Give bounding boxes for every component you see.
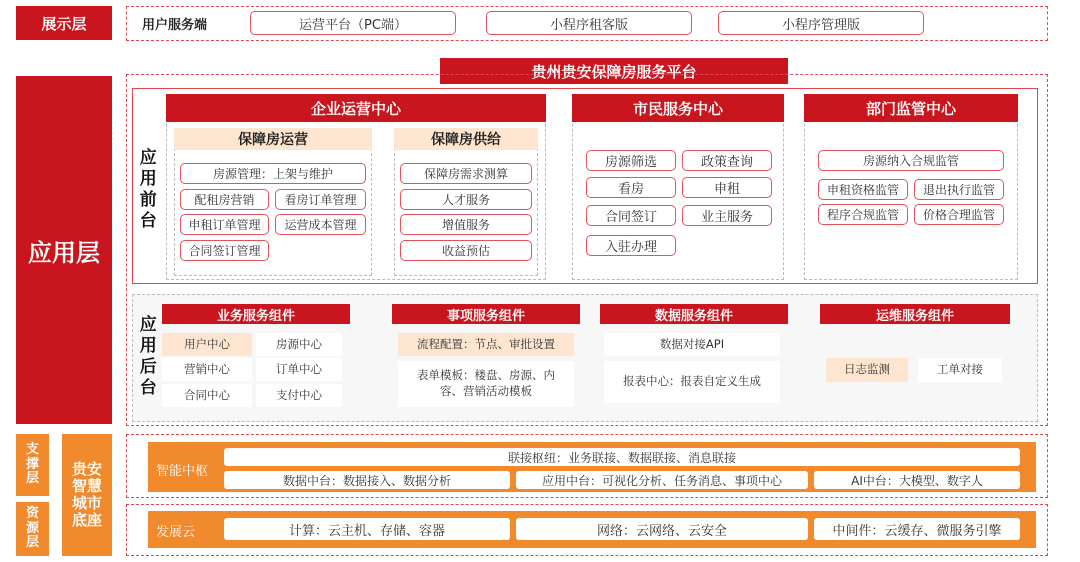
- ops-item-contract[interactable]: 合同签订管理: [180, 240, 269, 261]
- matters-title: 事项服务组件: [392, 304, 580, 324]
- citizen-item-contract[interactable]: 合同签订: [586, 205, 676, 226]
- dept-item-exit[interactable]: 退出执行监管: [914, 179, 1004, 200]
- citizen-item-owner[interactable]: 业主服务: [682, 205, 772, 226]
- data-item-api[interactable]: 数据对接API: [604, 333, 780, 356]
- dept-item-eligibility[interactable]: 申租资格监管: [818, 179, 908, 200]
- support-item-ai[interactable]: AI中台：大模型、数字人: [814, 471, 1020, 489]
- supply-item-value-added[interactable]: 增值服务: [400, 214, 532, 235]
- presentation-item-pc[interactable]: 运营平台（PC端）: [250, 11, 456, 35]
- supply-item-demand[interactable]: 保障房需求测算: [400, 163, 532, 184]
- dept-title: 部门监管中心: [804, 94, 1018, 122]
- resource-layer-label: 资源层: [16, 502, 49, 556]
- citizen-item-apply[interactable]: 申租: [682, 177, 772, 198]
- dev-cloud-label: 发展云: [156, 525, 196, 540]
- back-label: [134, 312, 156, 402]
- citizen-title: 市民服务中心: [572, 94, 784, 122]
- front-label-text: 应用前台: [135, 148, 156, 232]
- ops-item-viewing-orders[interactable]: 看房订单管理: [275, 189, 366, 210]
- ops-item-cost[interactable]: 运营成本管理: [275, 214, 366, 235]
- supply-item-talent[interactable]: 人才服务: [400, 189, 532, 210]
- data-item-reports[interactable]: 报表中心：报表自定义生成: [604, 361, 780, 403]
- resource-item-compute[interactable]: 计算：云主机、存储、容器: [224, 518, 510, 540]
- support-item-app[interactable]: 应用中台：可视化分析、任务消息、事项中心: [516, 471, 808, 489]
- front-label: [134, 145, 156, 235]
- business-item-contract[interactable]: 合同中心: [162, 384, 252, 407]
- citizen-item-policy[interactable]: 政策查询: [682, 150, 772, 171]
- user-service-label: 用户服务端: [142, 18, 208, 33]
- business-item-payment[interactable]: 支付中心: [256, 384, 342, 407]
- connection-hub[interactable]: 联接枢纽：业务联接、数据联接、消息联接: [224, 448, 1020, 466]
- support-layer-label: 支撑层: [16, 434, 49, 496]
- citizen-item-checkin[interactable]: 入驻办理: [586, 235, 676, 256]
- opscomp-item-ticket[interactable]: 工单对接: [918, 358, 1002, 382]
- platform-title: 贵州贵安保障房服务平台: [440, 58, 788, 84]
- presentation-item-tenant[interactable]: 小程序租客版: [486, 11, 692, 35]
- matters-item-process[interactable]: 流程配置：节点、审批设置: [398, 333, 574, 356]
- smart-hub-label: 智能中枢: [156, 464, 209, 479]
- dept-item-price[interactable]: 价格合理监管: [914, 204, 1004, 225]
- presentation-layer-label: 展示层: [16, 6, 112, 40]
- citizen-item-search[interactable]: 房源筛选: [586, 150, 676, 171]
- ops-subtitle: 保障房运营: [174, 128, 372, 150]
- dept-item-procedure[interactable]: 程序合规监管: [818, 204, 908, 225]
- application-layer-label: 应用层: [16, 76, 112, 424]
- business-item-house[interactable]: 房源中心: [256, 333, 342, 356]
- ops-item-rental-orders[interactable]: 申租订单管理: [180, 214, 269, 235]
- supply-subtitle: 保障房供给: [394, 128, 538, 150]
- business-item-marketing[interactable]: 营销中心: [162, 358, 252, 381]
- dept-item-compliance[interactable]: 房源纳入合规监管: [818, 150, 1004, 171]
- enterprise-title: 企业运营中心: [166, 94, 546, 122]
- business-item-user[interactable]: 用户中心: [162, 333, 252, 356]
- resource-item-network[interactable]: 网络：云网络、云安全: [516, 518, 808, 540]
- presentation-item-admin[interactable]: 小程序管理版: [718, 11, 924, 35]
- support-item-data[interactable]: 数据中台：数据接入、数据分析: [224, 471, 510, 489]
- resource-item-middleware[interactable]: 中间件：云缓存、微服务引擎: [814, 518, 1020, 540]
- city-base-label: 贵安智慧城市底座: [62, 434, 112, 556]
- ops-item-listing[interactable]: 房源管理：上架与维护: [180, 163, 366, 184]
- citizen-item-viewing[interactable]: 看房: [586, 177, 676, 198]
- matters-item-form[interactable]: 表单模板：楼盘、房源、内容、营销活动模板: [398, 361, 574, 407]
- ops-item-marketing[interactable]: 配租房营销: [180, 189, 269, 210]
- data-title: 数据服务组件: [600, 304, 788, 324]
- supply-item-revenue[interactable]: 收益预估: [400, 240, 532, 261]
- back-label-text: 应用后台: [135, 315, 156, 399]
- opscomp-item-log[interactable]: 日志监测: [826, 358, 908, 382]
- opscomp-title: 运维服务组件: [820, 304, 1010, 324]
- business-title: 业务服务组件: [162, 304, 350, 324]
- business-item-order[interactable]: 订单中心: [256, 358, 342, 381]
